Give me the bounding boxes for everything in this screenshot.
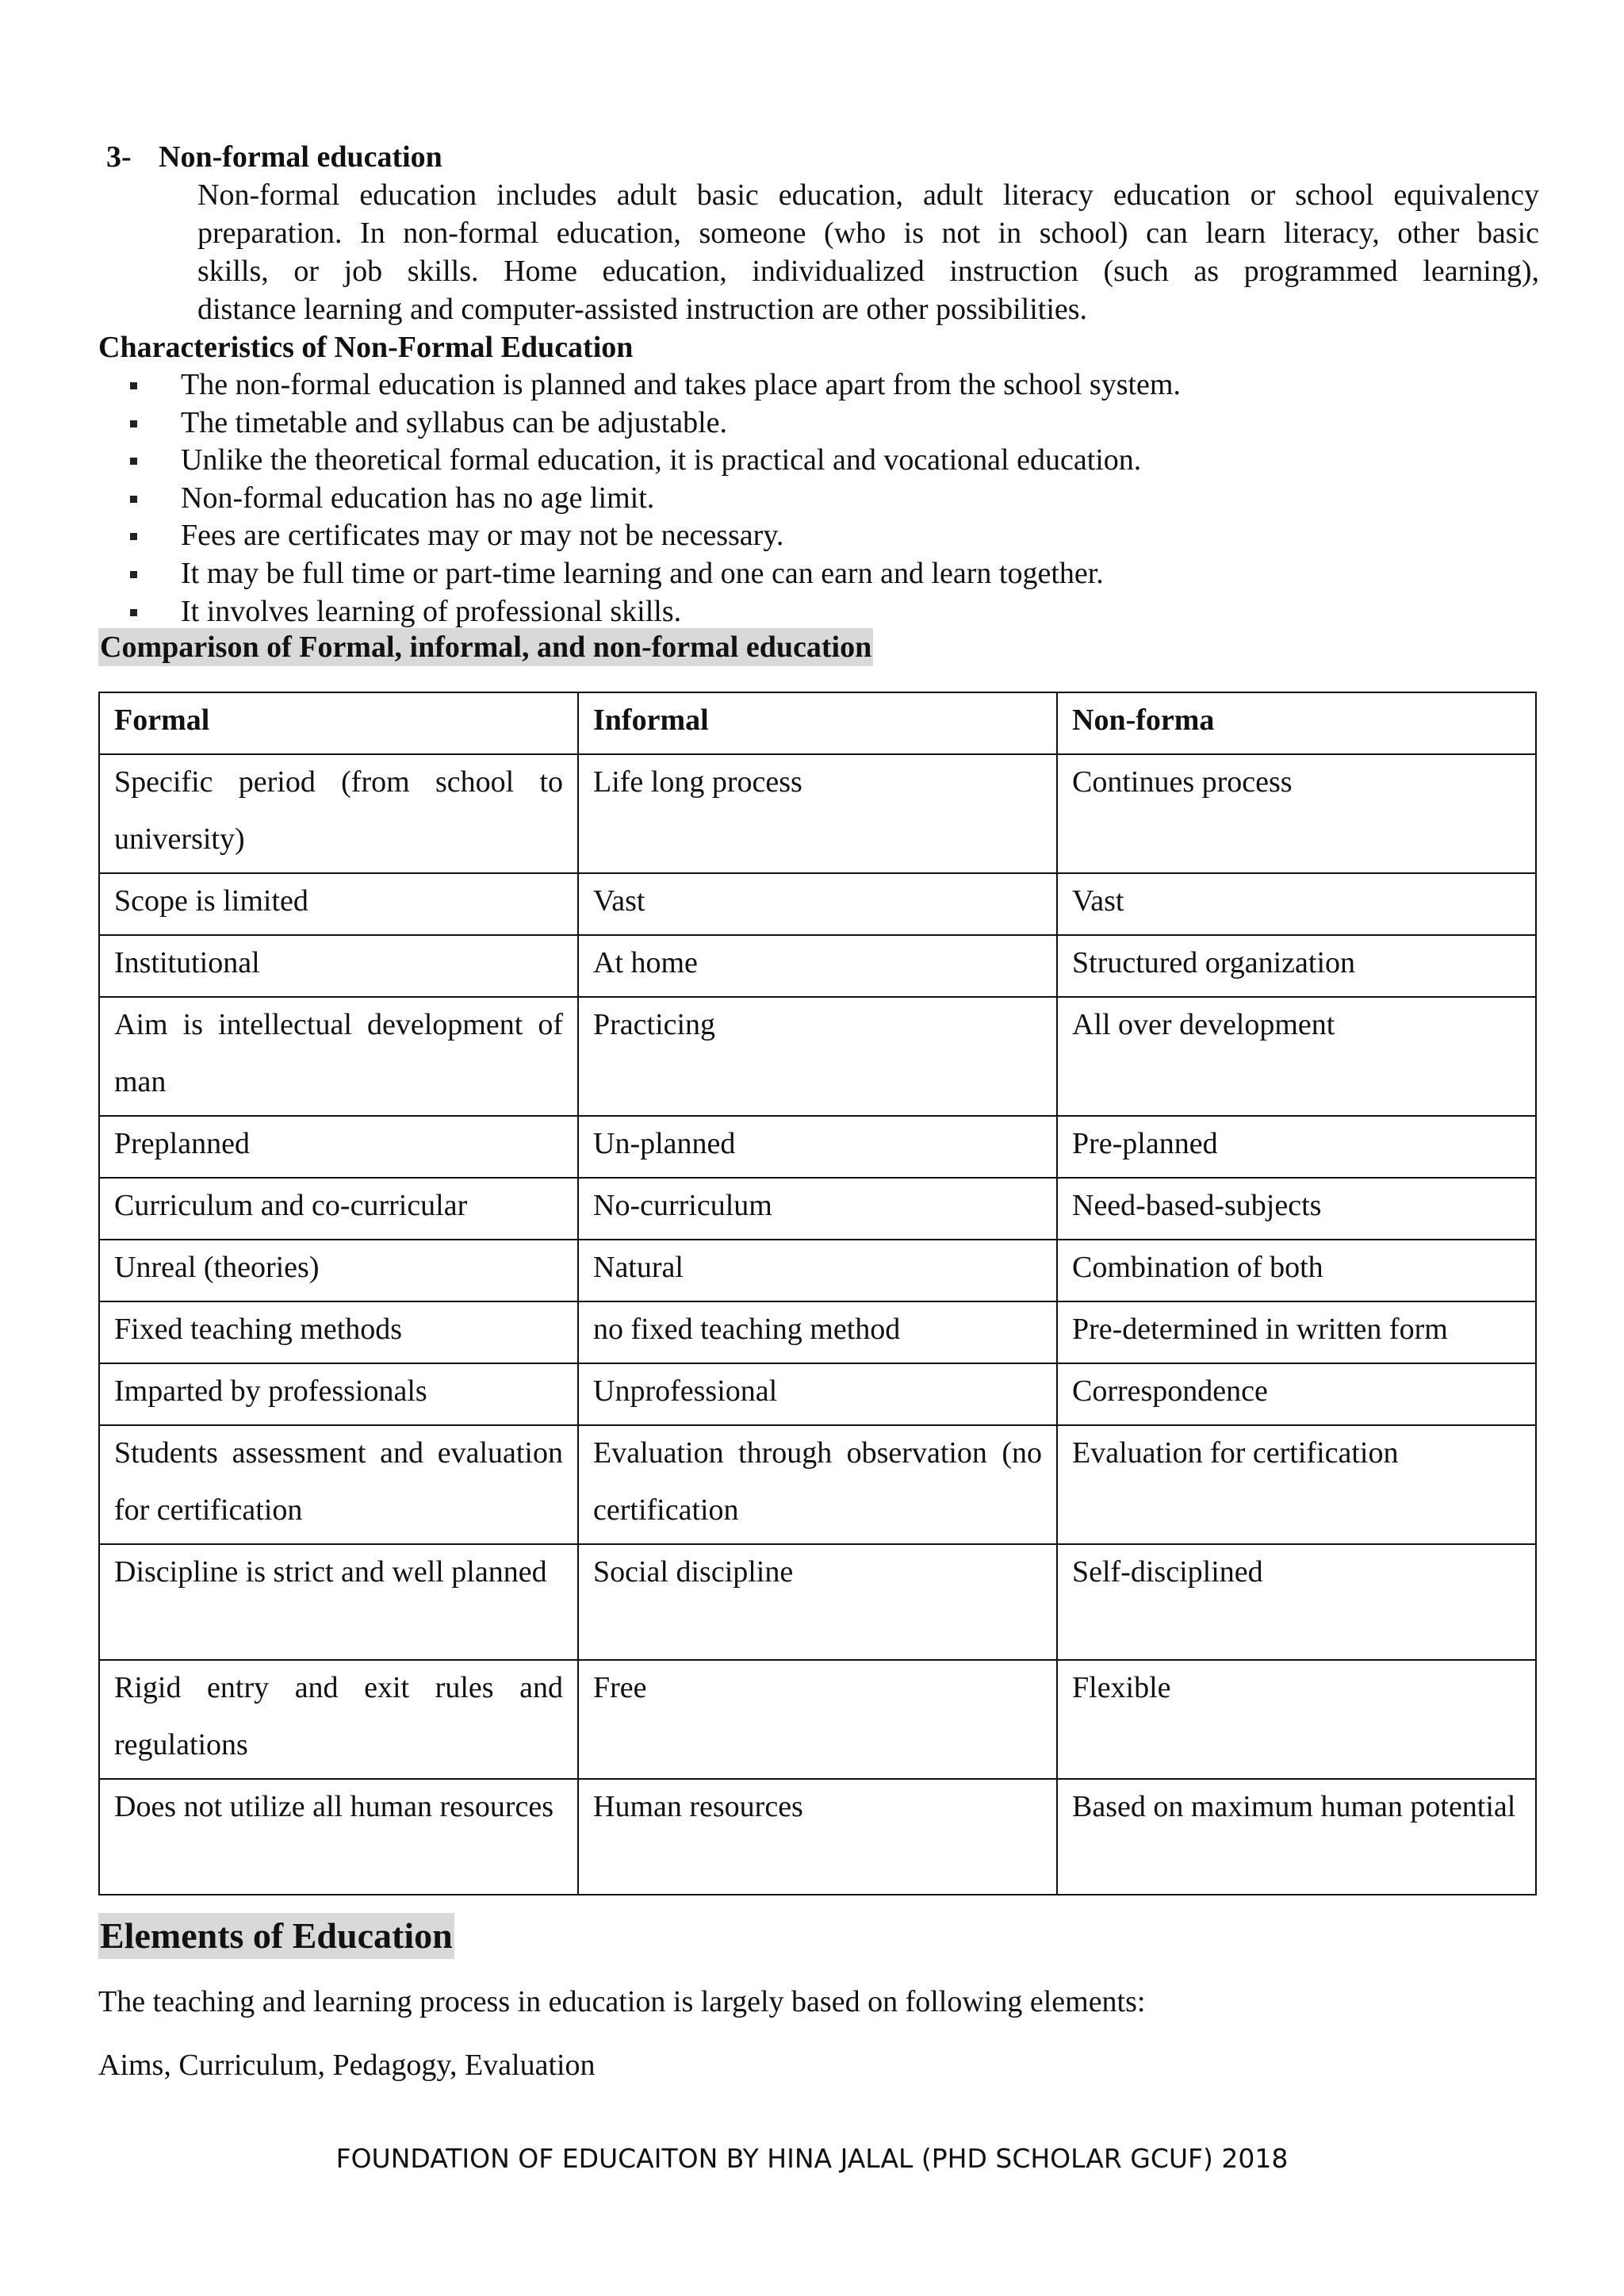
table-row [99, 1779, 1536, 1895]
table-header-row [99, 692, 1536, 754]
list-item: It may be full time or part-time learning and one can earn and learn together. [0, 555, 1624, 593]
elements-heading: Elements of Education [98, 1913, 454, 1959]
column-header: Formal [99, 692, 578, 754]
bullet-square-icon [130, 458, 137, 465]
table-cell: Self-disciplined [1057, 1544, 1536, 1660]
table-row [99, 1178, 1536, 1240]
table-cell: Unprofessional [578, 1363, 1057, 1425]
table-cell: Scope is limited [99, 873, 578, 935]
column-header: Non-forma [1057, 692, 1536, 754]
list-item: Non-formal education has no age limit. [0, 480, 1624, 518]
table-cell: Specific period (from school to university) [99, 754, 578, 873]
table-row [99, 997, 1536, 1116]
table-cell: Correspondence [1057, 1363, 1536, 1425]
list-item: The non-formal education is planned and takes place apart from the school system. [0, 366, 1624, 404]
table-cell: Unreal (theories) [99, 1240, 578, 1301]
table-cell: At home [578, 935, 1057, 997]
bullet-square-icon [130, 571, 137, 578]
characteristics-list [0, 366, 1624, 631]
table-cell: Continues process [1057, 754, 1536, 873]
list-item: Unlike the theoretical formal education, it is practical and vocational education. [0, 442, 1624, 480]
table-cell: Preplanned [99, 1116, 578, 1178]
table-cell: Free [578, 1660, 1057, 1779]
table-cell: Life long process [578, 754, 1057, 873]
section-paragraph [197, 176, 1539, 328]
table-cell: Curriculum and co-curricular [99, 1178, 578, 1240]
column-header: Informal [578, 692, 1057, 754]
section-heading [106, 138, 442, 176]
table-cell: Rigid entry and exit rules and regulations [99, 1660, 578, 1779]
table-row [99, 1544, 1536, 1660]
list-item: Fees are certificates may or may not be necessary. [0, 517, 1624, 555]
table-row [99, 754, 1536, 873]
table-cell: no fixed teaching method [578, 1301, 1057, 1363]
table-cell: No-curriculum [578, 1178, 1057, 1240]
table-row [99, 1425, 1536, 1544]
table-cell: Un-planned [578, 1116, 1057, 1178]
table-cell: Students assessment and evaluation for certification [99, 1425, 578, 1544]
table-cell: Natural [578, 1240, 1057, 1301]
table-cell: Based on maximum human potential [1057, 1779, 1536, 1895]
table-cell: Does not utilize all human resources [99, 1779, 578, 1895]
table-cell: Human resources [578, 1779, 1057, 1895]
table-row [99, 1301, 1536, 1363]
elements-intro: The teaching and learning process in education is largely based on following elements: [98, 1985, 1146, 2018]
list-item: The timetable and syllabus can be adjustable. [0, 404, 1624, 443]
table-cell: Evaluation through observation (no certification [578, 1425, 1057, 1544]
comparison-table [98, 692, 1537, 1895]
section-number: 3- [106, 140, 132, 174]
paragraph-line: distance learning and computer-assisted instruction are other possibilities. [197, 293, 1088, 326]
bullet-square-icon [130, 496, 137, 503]
comparison-heading: Comparison of Formal, informal, and non-formal education [98, 628, 873, 666]
section-title: Non-formal education [159, 140, 442, 174]
table-cell: Discipline is strict and well planned [99, 1544, 578, 1660]
table-cell: Imparted by professionals [99, 1363, 578, 1425]
table-row [99, 935, 1536, 997]
table-row [99, 873, 1536, 935]
bullet-square-icon [130, 420, 137, 427]
bullet-square-icon [130, 533, 137, 540]
table-cell: Aim is intellectual development of man [99, 997, 578, 1116]
table-cell: Structured organization [1057, 935, 1536, 997]
paragraph-line: Non-formal education includes adult basic education, adult literacy education or school equivalency [197, 178, 1539, 212]
bullet-square-icon [130, 609, 137, 616]
table-cell: Pre-planned [1057, 1116, 1536, 1178]
table-cell: Pre-determined in written form [1057, 1301, 1536, 1363]
list-item: It involves learning of professional skills. [0, 593, 1624, 631]
table-cell: Practicing [578, 997, 1057, 1116]
table-row [99, 1660, 1536, 1779]
characteristics-heading: Characteristics of Non-Formal Education [98, 331, 634, 364]
paragraph-line: skills, or job skills. Home education, individualized instruction (such as programmed learning), [197, 255, 1539, 288]
table-cell: Combination of both [1057, 1240, 1536, 1301]
table-cell: Need-based-subjects [1057, 1178, 1536, 1240]
paragraph-line: preparation. In non-formal education, someone (who is not in school) can learn literacy, other basic [197, 217, 1539, 250]
table-cell: Vast [578, 873, 1057, 935]
table-row [99, 1240, 1536, 1301]
bullet-square-icon [130, 382, 137, 389]
table-cell: All over development [1057, 997, 1536, 1116]
table-cell: Evaluation for certification [1057, 1425, 1536, 1544]
table-row [99, 1363, 1536, 1425]
table-row [99, 1116, 1536, 1178]
table-cell: Institutional [99, 935, 578, 997]
table-cell: Vast [1057, 873, 1536, 935]
page-footer: FOUNDATION OF EDUCAITON BY HINA JALAL (PHD SCHOLAR GCUF) 2018 [335, 2143, 1289, 2174]
table-cell: Fixed teaching methods [99, 1301, 578, 1363]
elements-list: Aims, Curriculum, Pedagogy, Evaluation [98, 2049, 596, 2082]
table-cell: Social discipline [578, 1544, 1057, 1660]
table-cell: Flexible [1057, 1660, 1536, 1779]
